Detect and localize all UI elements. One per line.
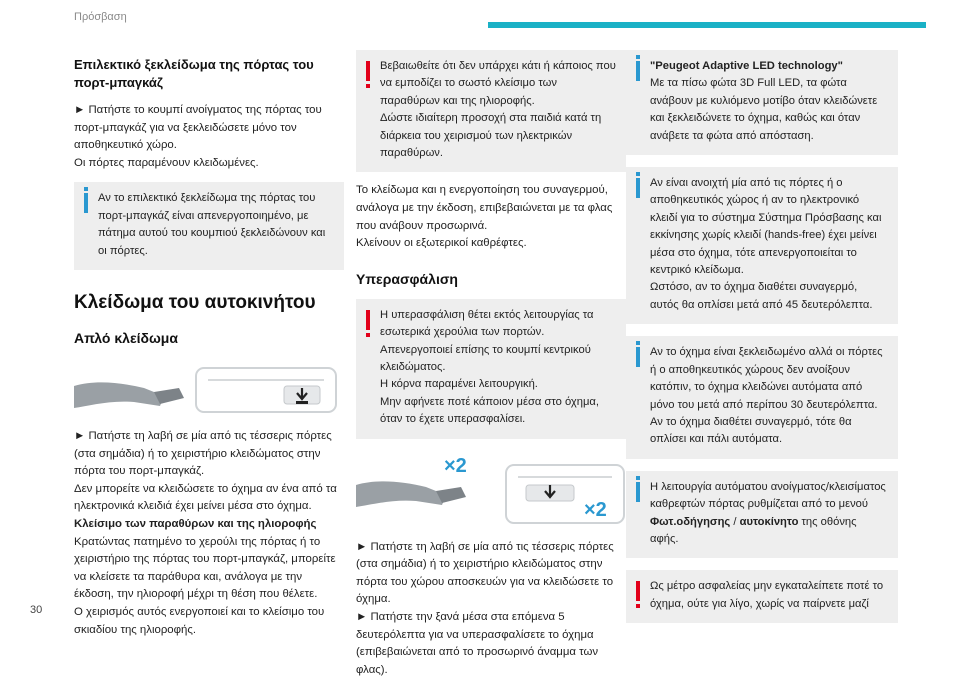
warning-icon (366, 61, 370, 81)
closing-windows-text: Κρατώντας πατημένο το χερούλι της πόρτας ή το χειριστήριο της πόρτας του πορτ-μπαγκάζ, μπορείτε να κλείσετε τα παράθυρα και, ανάλογα με την έκδοση, την ηλιοροφή μέχρι τη θέση που θέλετε. (74, 535, 336, 601)
info-icon (636, 61, 640, 81)
info-text: Αν το επιλεκτικό ξεκλείδωμα της πόρτας του πορτ-μπαγκάζ είναι απενεργοποιημένο, με πάτημα αυτού του κουμπιού ξεκλειδώνουν και οι πόρτες. (98, 192, 326, 257)
selective-unlock-note: Οι πόρτες παραμένουν κλειδωμένες. (74, 156, 259, 169)
warning-text-a: Βεβαιωθείτε ότι δεν υπάρχει κάτι ή κάποιος που να εμποδίζει το σωστό κλείσιμο των παραθύρων και της ηλιοροφής. (380, 60, 616, 107)
info-box-selective-unlock (74, 182, 344, 270)
x2-label-left: ×2 (444, 454, 467, 477)
locking-key-inside-note: Δεν μπορείτε να κλειδώσετε το όχημα αν ένα από τα ηλεκτρονικά κλειδιά έχει μείνει μέσα στο όχημα. (74, 482, 337, 513)
warning-text: Μην αφήνετε ποτέ κάποιον μέσα στο όχημα, όταν το έχετε υπερασφαλίσει. (380, 395, 599, 426)
info-box-mirrors (626, 471, 898, 559)
closing-windows-heading: Κλείσιμο των παραθύρων και της ηλιοροφής (74, 517, 317, 530)
sunroof-blind-text: Ο χειρισμός αυτός ενεργοποιεί και το κλείσιμο του σκιαδίου της ηλιοροφής. (74, 605, 325, 636)
selective-unlock-step: ► Πατήστε το κουμπί ανοίγματος της πόρτας του πορτ-μπαγκάζ για να ξεκλειδώσετε μόνο τον αποθηκευτικό χώρο. (74, 104, 322, 152)
warning-box-deadlocking (356, 299, 626, 439)
warning-text-b: Δώστε ιδιαίτερη προσοχή στα παιδιά κατά τη διάρκεια του χειρισμού των ηλεκτρικών παραθύρων. (380, 112, 602, 160)
led-text: Με τα πίσω φώτα 3D Full LED, τα φώτα ανάβουν με κυλιόμενο μοτίβο όταν κλειδώνετε και ξεκλειδώνετε το όχημα, καθώς και όταν ανάβετε τα φώτα από απόσταση. (650, 77, 878, 142)
warning-text: Η υπερασφάλιση θέτει εκτός λειτουργίας τα εσωτερικά χερούλια των πορτών. (380, 308, 594, 339)
page-number: 30 (30, 604, 43, 616)
deadlock-step-2: ► Πατήστε την ξανά μέσα στα επόμενα 5 δευτερόλεπτα για να υπερασφαλίσετε το όχημα (επιβεβαιώνεται από το προσωρινό άναμμα των φλας). (356, 611, 599, 676)
alarm-text: Ωστόσο, αν το όχημα διαθέτει συναγερμό, αυτός θα οπλίσει μετά από 45 δευτερόλεπτα. (650, 281, 873, 311)
menu-driving-lighting: Φωτ.οδήγησης (650, 515, 731, 528)
menu-vehicle: αυτοκίνητο (739, 515, 799, 528)
info-box-auto-relock (626, 336, 898, 458)
warning-text: Η κόρνα παραμένει λειτουργική. (380, 378, 538, 391)
door-handle-illustration (74, 366, 344, 414)
warning-text: Απενεργοποιεί επίσης το κουμπί κεντρικού κλειδώματος. (380, 343, 591, 374)
locking-confirmation-text: Το κλείδωμα και η ενεργοποίηση του συναγερμού, ανάλογα με την έκδοση, επιβεβαιώνεται με τα φλας που ανάβουν προσωρινά. (356, 184, 613, 232)
simple-locking-heading: Απλό κλείδωμα (74, 330, 178, 346)
column-3 (626, 50, 898, 633)
led-title: "Peugeot Adaptive LED technology" (650, 60, 843, 72)
locking-step: ► Πατήστε τη λαβή σε μία από τις τέσσερις πόρτες (στα σημάδια) ή το χειριστήριο κλειδώματος στην πόρτα του πορτ-μπαγκάζ. (74, 430, 332, 478)
locking-heading: Κλείδωμα του αυτοκινήτου (74, 292, 316, 313)
selective-unlock-title: Επιλεκτικό ξεκλείδωμα της πόρτας του πορτ-μπαγκάζ (74, 57, 314, 90)
double-press-illustration (356, 455, 626, 525)
deadlocking-heading: Υπερασφάλιση (356, 270, 458, 287)
deadlock-step-1: ► Πατήστε τη λαβή σε μία από τις τέσσερις πόρτες (στα σημάδια) ή το χειριστήριο κλειδώματος στην πόρτα του χώρου αποσκευών για να κλειδώσετε το όχημα. (356, 540, 614, 606)
warning-box-safety (626, 570, 898, 623)
warning-icon (636, 581, 640, 601)
info-icon (84, 193, 88, 213)
info-box-led (626, 50, 898, 155)
section-header: Πρόσβαση (74, 11, 127, 23)
warning-icon (366, 310, 370, 330)
info-box-door-open (626, 167, 898, 324)
column-2 (356, 50, 626, 679)
header-accent-bar (488, 22, 926, 28)
mirrors-fold-text: Κλείνουν οι εξωτερικοί καθρέφτες. (356, 237, 527, 250)
auto-relock-text: Αν το όχημα είναι ξεκλειδωμένο αλλά οι πόρτες ή ο αποθηκευτικός χώρους δεν ανοίξουν κατόπιν, το όχημα κλειδώνει αυτόματα από μόνο του μετά από περίπου 30 δευτερόλεπτα. Αν το όχημα διαθέτει συναγερμό, τότε θα οπλίσει και πάλι αυτόματα. (650, 346, 883, 446)
door-open-text: Αν είναι ανοιχτή μία από τις πόρτες ή ο αποθηκευτικός χώρος ή αν το ηλεκτρονικό κλειδί για το σύστημα Σύστημα Πρόσβασης και εκκίνησης χωρίς κλειδί (hands-free) έχει μείνει μέσα στο όχημα, τότε απενεργοποιείται το κεντρικό κλείδωμα. (650, 177, 882, 277)
door-handle-press-icon (74, 366, 344, 414)
safety-warning-text: Ως μέτρο ασφαλείας μην εγκαταλείπετε ποτέ το όχημα, ούτε για λίγο, χωρίς να παίρνετε μαζί (650, 580, 884, 610)
warning-box-windows (356, 50, 626, 172)
x2-label-right: ×2 (584, 498, 607, 521)
mirrors-menu-text: Η λειτουργία αυτόματου ανοίγματος/κλεισίματος καθρεφτών πόρτας ρυθμίζεται από το μενού Φωτ.οδήγησης / αυτοκίνητο της οθόνης αφής. (650, 480, 886, 545)
info-icon (636, 482, 640, 502)
column-1 (74, 50, 344, 639)
info-icon (636, 347, 640, 367)
info-icon (636, 178, 640, 198)
